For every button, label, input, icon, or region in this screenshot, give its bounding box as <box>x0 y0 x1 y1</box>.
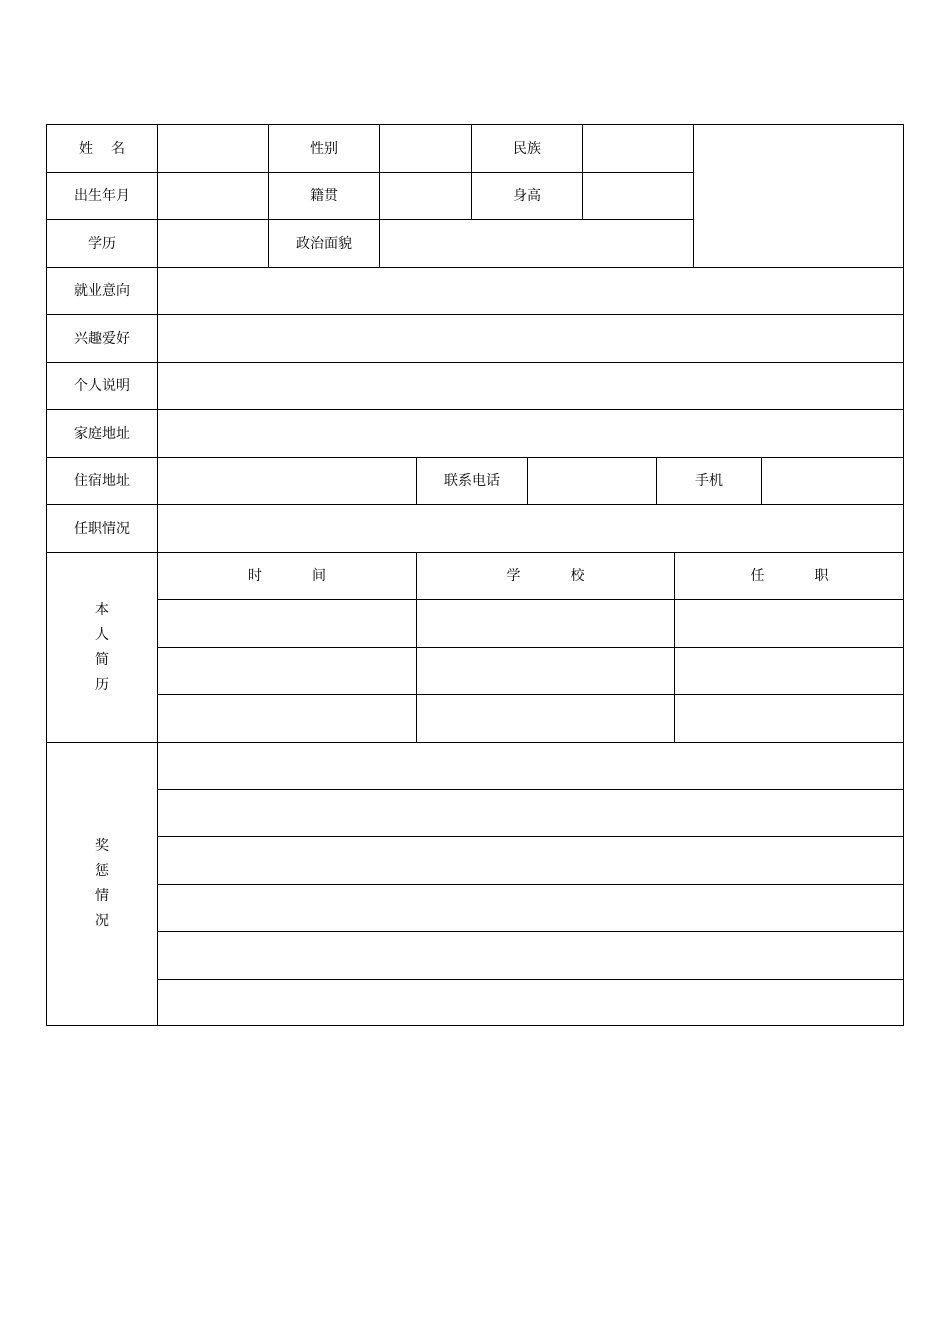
gender-label: 性别 <box>269 125 380 173</box>
personal-statement-value-cell[interactable] <box>158 363 904 410</box>
resume-row-3-position[interactable] <box>675 695 904 743</box>
education-value-cell[interactable] <box>158 220 269 268</box>
resume-row-1-school[interactable] <box>417 600 675 648</box>
resume-section-label: 本 人 简 历 <box>47 553 158 743</box>
personal-statement-label: 个人说明 <box>47 363 158 410</box>
resume-row-3-time[interactable] <box>158 695 417 743</box>
gender-value-cell[interactable] <box>380 125 472 173</box>
name-value-cell[interactable] <box>158 125 269 173</box>
native-place-label: 籍贯 <box>269 173 380 220</box>
resume-header-position: 任 职 <box>675 553 904 600</box>
height-value-cell[interactable] <box>583 173 694 220</box>
awards-section-label: 奖 惩 情 况 <box>47 743 158 1025</box>
positions-label: 任职情况 <box>47 505 158 553</box>
native-place-value-cell[interactable] <box>380 173 472 220</box>
hobbies-label: 兴趣爱好 <box>47 315 158 363</box>
awards-row-6[interactable] <box>158 980 904 1025</box>
resume-row-2-time[interactable] <box>158 648 417 695</box>
home-address-value-cell[interactable] <box>158 410 904 458</box>
resume-row-3-school[interactable] <box>417 695 675 743</box>
home-address-label: 家庭地址 <box>47 410 158 458</box>
ethnicity-label: 民族 <box>472 125 583 173</box>
positions-value-cell[interactable] <box>158 505 904 553</box>
political-status-value-cell[interactable] <box>380 220 694 268</box>
resume-header-school: 学 校 <box>417 553 675 600</box>
job-intention-value-cell[interactable] <box>158 268 904 315</box>
resume-row-1-time[interactable] <box>158 600 417 648</box>
awards-row-4[interactable] <box>158 885 904 932</box>
height-label: 身高 <box>472 173 583 220</box>
resume-form-table <box>46 124 904 1026</box>
mobile-value-cell[interactable] <box>762 458 904 505</box>
phone-label: 联系电话 <box>417 458 528 505</box>
awards-row-2[interactable] <box>158 790 904 837</box>
resume-row-1-position[interactable] <box>675 600 904 648</box>
name-label: 姓 名 <box>47 125 158 173</box>
resume-row-2-position[interactable] <box>675 648 904 695</box>
dorm-address-value-cell[interactable] <box>158 458 417 505</box>
photo-cell[interactable] <box>694 125 904 268</box>
awards-row-5[interactable] <box>158 932 904 980</box>
education-label: 学历 <box>47 220 158 268</box>
mobile-label: 手机 <box>657 458 762 505</box>
dorm-address-label: 住宿地址 <box>47 458 158 505</box>
hobbies-value-cell[interactable] <box>158 315 904 363</box>
phone-value-cell[interactable] <box>528 458 657 505</box>
birth-date-value-cell[interactable] <box>158 173 269 220</box>
awards-row-1[interactable] <box>158 743 904 790</box>
birth-date-label: 出生年月 <box>47 173 158 220</box>
political-status-label: 政治面貌 <box>269 220 380 268</box>
resume-header-time: 时 间 <box>158 553 417 600</box>
awards-row-3[interactable] <box>158 837 904 885</box>
job-intention-label: 就业意向 <box>47 268 158 315</box>
ethnicity-value-cell[interactable] <box>583 125 694 173</box>
resume-row-2-school[interactable] <box>417 648 675 695</box>
